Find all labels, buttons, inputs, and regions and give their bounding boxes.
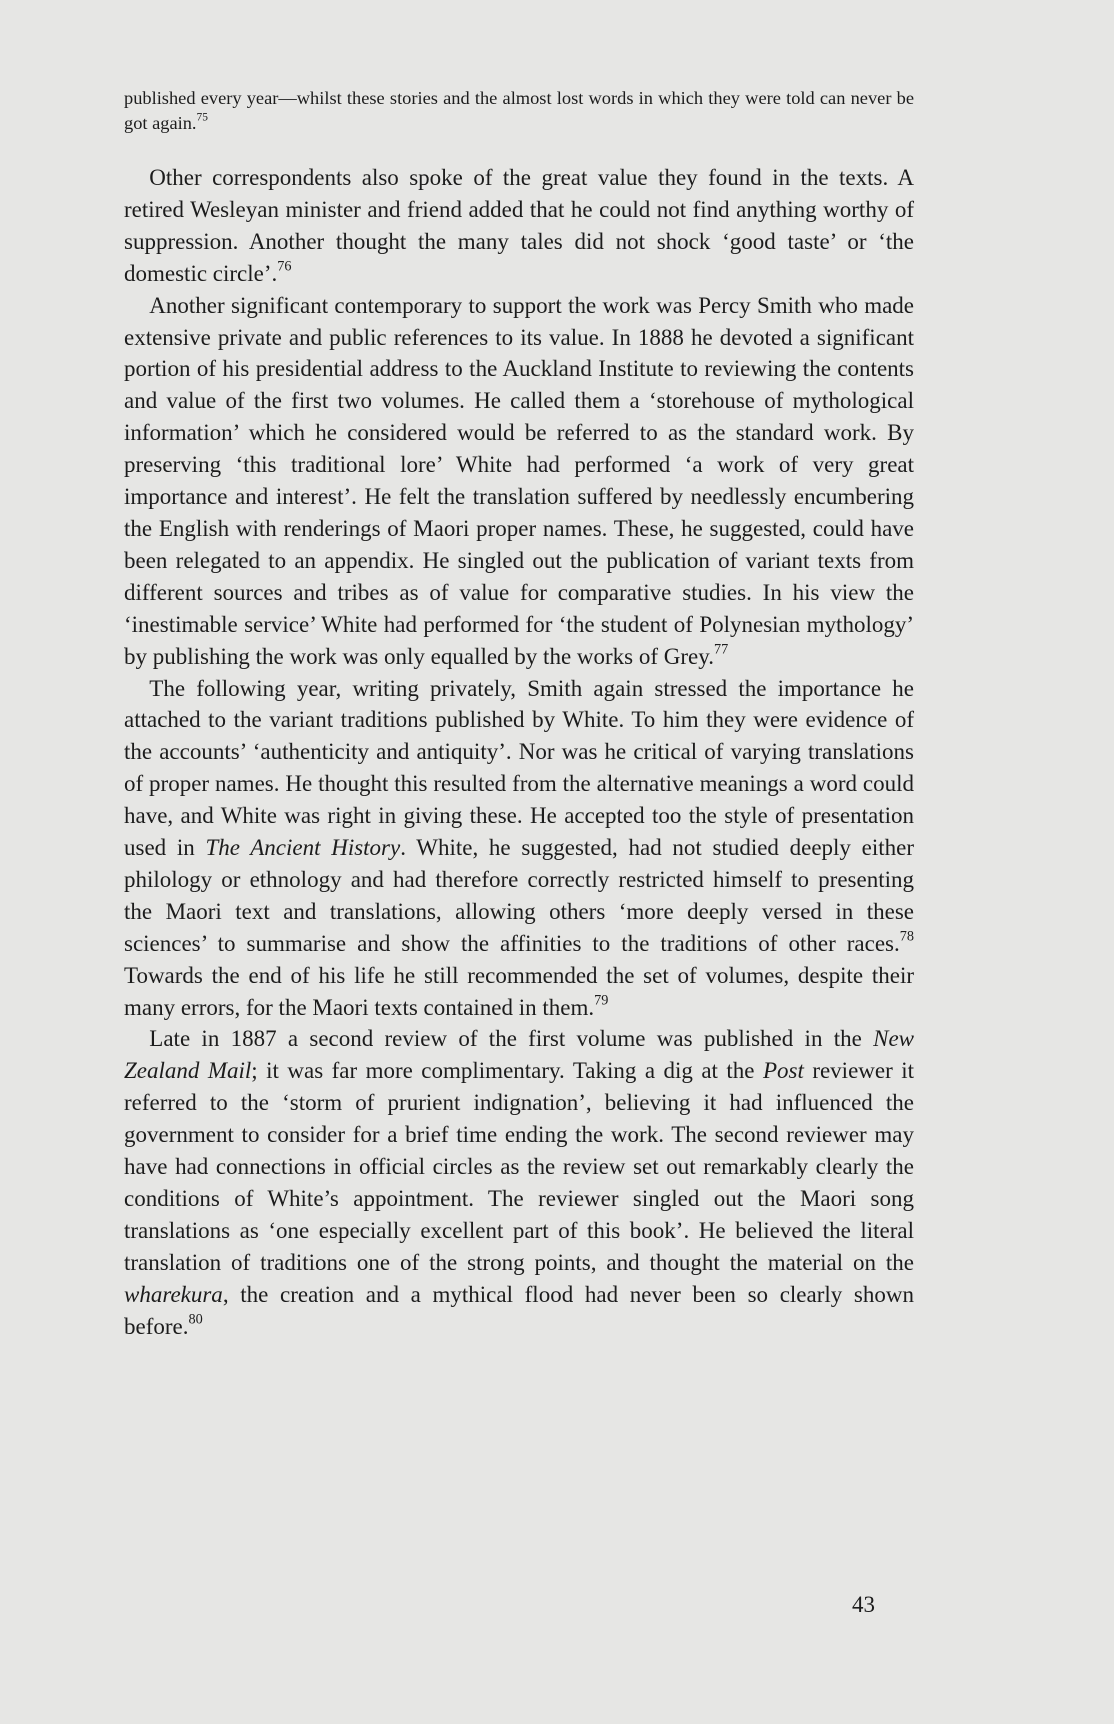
italic-term-wharekura: wharekura	[124, 1281, 223, 1307]
italic-title-ancient-history: The Ancient History	[205, 835, 401, 861]
paragraph-1: Other correspondents also spoke of the great value they found in the texts. A retired Wesleyan minister and friend added that he could not find anything worthy of suppression. Another thought the many tales did not shock ‘good taste’ or ‘the domestic circle’.$^{76}$	[124, 165, 914, 286]
footnote-ref-76: 76	[277, 258, 292, 275]
page-number: 43	[852, 1592, 875, 1617]
italic-title-new-zealand-mail: New Zealand Mail	[124, 1026, 914, 1084]
footnote-ref-77: 77	[714, 640, 729, 657]
footnote-ref-80: 80	[188, 1310, 203, 1327]
paragraph-4: Late in 1887 a second review of the first volume was published in the New Zealand Mail; it was far more complimentary. Taking a dig at the Post reviewer it referred to the ‘storm of prurient indignation’, believing it had influenced the government to consider for a brief time ending the work. The second reviewer may have had connections in official circles as the review set out remarkably clearly the conditions of White’s appointment. The reviewer singled out the Maori song translations as ‘one especially excellent part of this book’. He believed the literal translation of traditions one of the strong points, and thought the material on the wharekura, the creation and a mythical flood had never been so clearly shown before.$^{80}$	[124, 1026, 914, 1339]
footnote-ref-78: 78	[899, 928, 914, 945]
paragraph-3: The following year, writing privately, Smith again stressed the importance he attached to the variant traditions published by White. To him they were evidence of the accounts’ ‘authenticity and antiquity’. Nor was he critical of varying translations of proper names. He thought this resulted from the alternative meanings a word could have, and White was right in giving these. He accepted too the style of presentation used in The Ancient History. White, he suggested, had not studied deeply either philology or ethnology and had therefore correctly restricted himself to presenting the Maori text and translations, allowing others ‘more deeply versed in these sciences’ to summarise and show the affinities to the traditions of other races.$^{78}$ Towards the end of his life he still recommended the set of volumes, despite their many errors, for the Maori texts contained in them.$^{79}$	[124, 675, 914, 1020]
footnote-ref-79: 79	[594, 991, 609, 1008]
paragraph-2: Another significant contemporary to support the work was Percy Smith who made extensive private and public references to its value. In 1888 he devoted a significant portion of his presidential address to the Auckland Institute to reviewing the contents and value of the first two volumes. He called them a ‘storehouse of mythological information’ which he considered would be referred to as the standard work. By preserving ‘this traditional lore’ White had performed ‘a work of very great importance and interest’. He felt the translation suffered by needlessly encumbering the English with renderings of Maori proper names. These, he suggested, could have been relegated to an appendix. He singled out the publication of variant texts from different sources and tribes as of value for comparative studies. In his view the ‘inestimable service’ White had performed for ‘the student of Polynesian mythology’ by publishing the work was only equalled by the works of Grey.$^{77}$	[124, 292, 914, 669]
italic-title-post: Post	[762, 1058, 804, 1084]
block-quote	[124, 86, 914, 136]
quote-text: published every year—whilst these stories and the almost lost words in which they were told can never be got again.	[124, 88, 914, 133]
body-text	[124, 86, 914, 1343]
footnote-ref-75: 75	[196, 111, 208, 124]
